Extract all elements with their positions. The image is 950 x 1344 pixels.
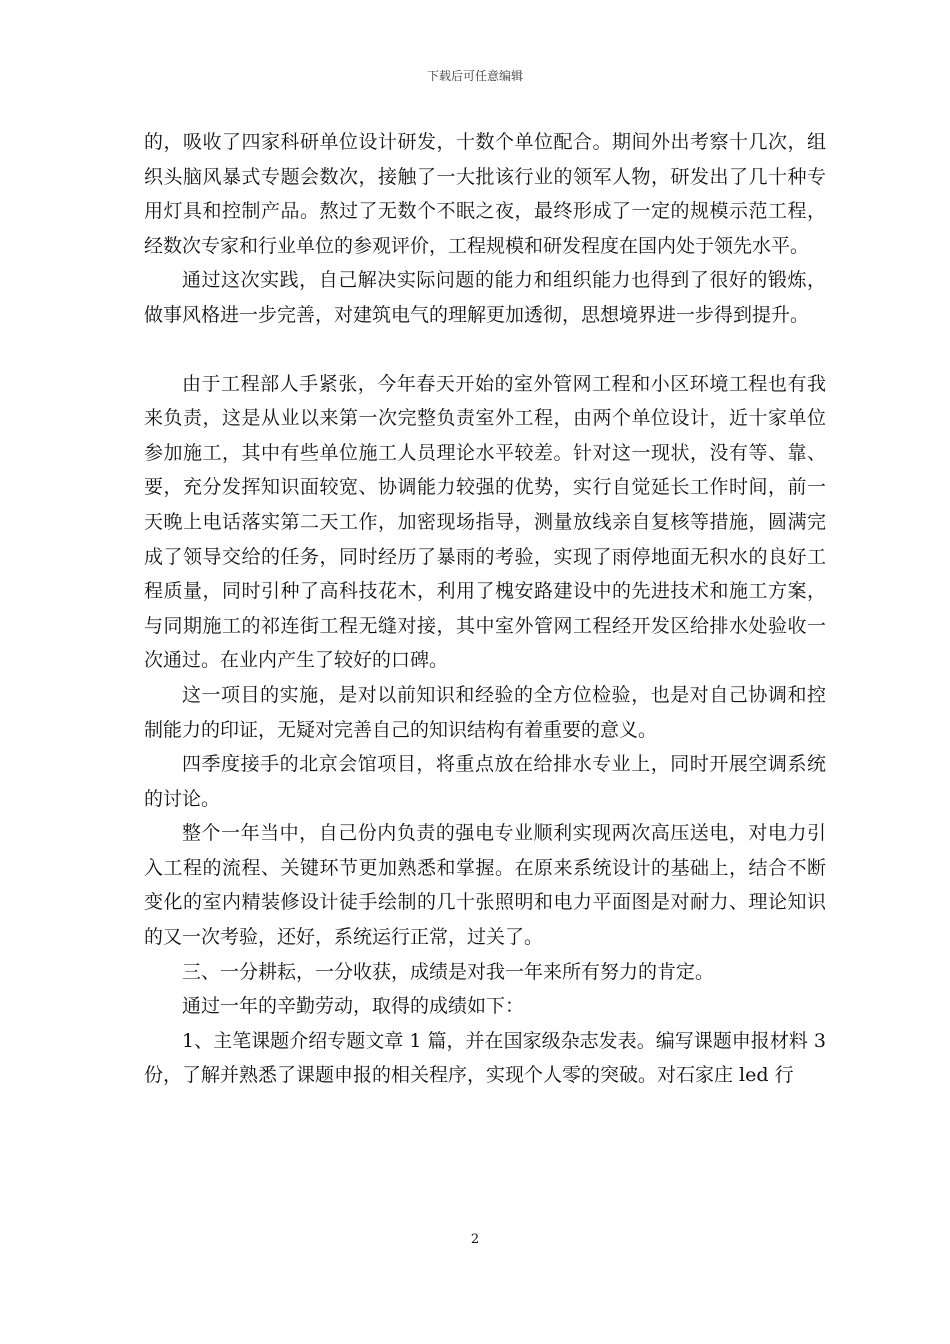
paragraph-3: 由于工程部人手紧张，今年春天开始的室外管网工程和小区环境工程也有我来负责，这是从业以来第一次完整负责室外工程，由两个单位设计，近十家单位参加施工，其中有些单位施工人员理论水平较差。针对这一现状，没有等、靠、要，充分发挥知识面较宽、协调能力较强的优势，实行自觉延长工作时间，前一天晚上电话落实第二天工作，加密现场指导，测量放线亲自复核等措施，圆满完成了领导交给的任务，同时经历了暴雨的考验，实现了雨停地面无积水的良好工程质量，同时引种了高科技花木，利用了槐安路建设中的先进技术和施工方案，与同期施工的祁连街工程无缝对接，其中室外管网工程经开发区给排水处验收一次通过。在业内产生了较好的口碑。 <box>144 372 826 672</box>
paragraph-4: 这一项目的实施，是对以前知识和经验的全方位检验，也是对自己协调和控制能力的印证，无疑对完善自己的知识结构有着重要的意义。 <box>144 683 826 741</box>
page-number: 2 <box>470 1232 480 1247</box>
paragraph-8: 1、主笔课题介绍专题文章 1 篇，并在国家级杂志发表。编写课题申报材料 3 份，了解并熟悉了课题申报的相关程序，实现个人零的突破。对石家庄 led 行 <box>144 1029 826 1087</box>
section-heading-3: 三、一分耕耘，一分收获，成绩是对我一年来所有努力的肯定。 <box>182 960 715 983</box>
page-header-note: 下载后可任意编辑 <box>426 69 523 83</box>
paragraph-1: 的，吸收了四家科研单位设计研发，十数个单位配合。期间外出考察十几次，组织头脑风暴式专题会数次，接触了一大批该行业的领军人物，研发出了几十种专用灯具和控制产品。熬过了无数个不眠之夜，最终形成了一定的规模示范工程，经数次专家和行业单位的参观评价，工程规模和研发程度在国内处于领先水平。 <box>144 131 826 257</box>
document-body <box>144 125 826 1093</box>
paragraph-6: 整个一年当中，自己份内负责的强电专业顺利实现两次高压送电，对电力引入工程的流程、关键环节更加熟悉和掌握。在原来系统设计的基础上，结合不断变化的室内精装修设计徒手绘制的几十张照明和电力平面图是对耐力、理论知识的又一次考验，还好，系统运行正常，过关了。 <box>144 822 826 949</box>
paragraph-2: 通过这次实践，自己解决实际问题的能力和组织能力也得到了很好的锻炼，做事风格进一步完善，对建筑电气的理解更加透彻，思想境界进一步得到提升。 <box>144 269 826 326</box>
paragraph-5: 四季度接手的北京会馆项目，将重点放在给排水专业上，同时开展空调系统的讨论。 <box>144 753 826 810</box>
paragraph-7: 通过一年的辛勤劳动，取得的成绩如下： <box>182 995 525 1018</box>
